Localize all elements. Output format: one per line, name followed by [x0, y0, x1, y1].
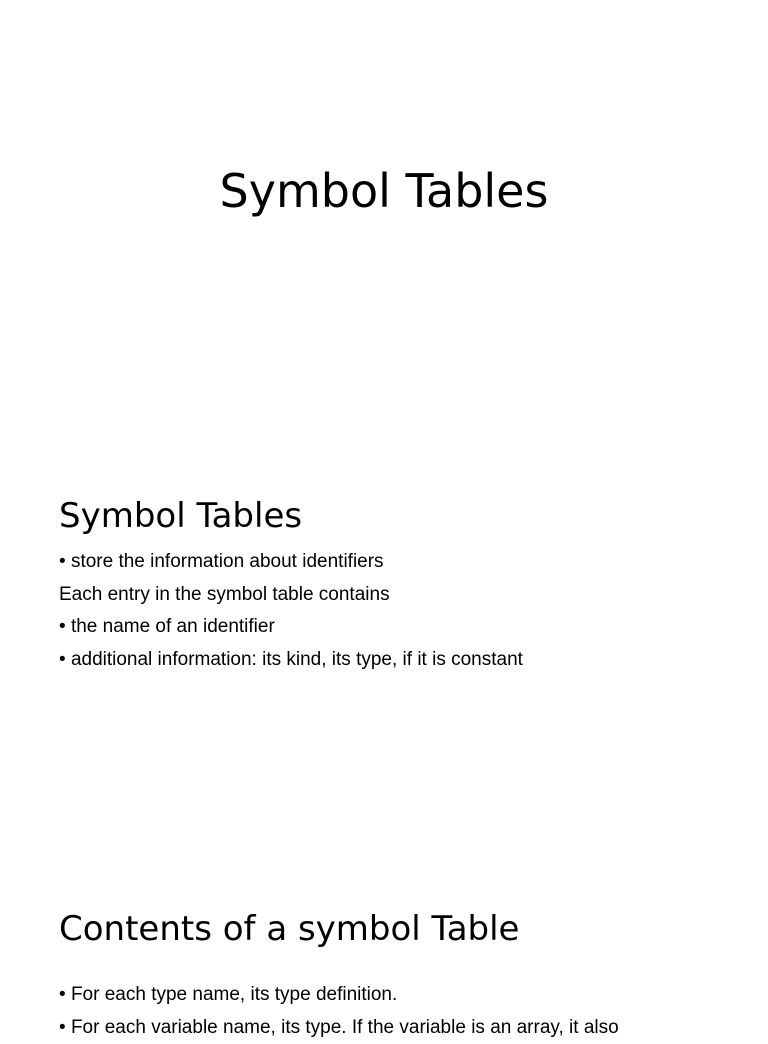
slide-1-title: Symbol Tables	[0, 162, 768, 220]
slide-3-body	[59, 979, 619, 1044]
list-item: • additional information: its kind, its type, if it is constant	[59, 644, 523, 677]
list-item: • For each type name, its type definition.	[59, 979, 619, 1012]
list-item: • For each variable name, its type. If the variable is an array, it also	[59, 1012, 619, 1044]
slide-3-heading: Contents of a symbol Table	[59, 908, 519, 950]
list-item: • store the information about identifiers	[59, 546, 523, 579]
list-item: Each entry in the symbol table contains	[59, 579, 523, 612]
slide-2-heading: Symbol Tables	[59, 495, 302, 537]
slide-2-body	[59, 546, 523, 676]
list-item: • the name of an identifier	[59, 611, 523, 644]
